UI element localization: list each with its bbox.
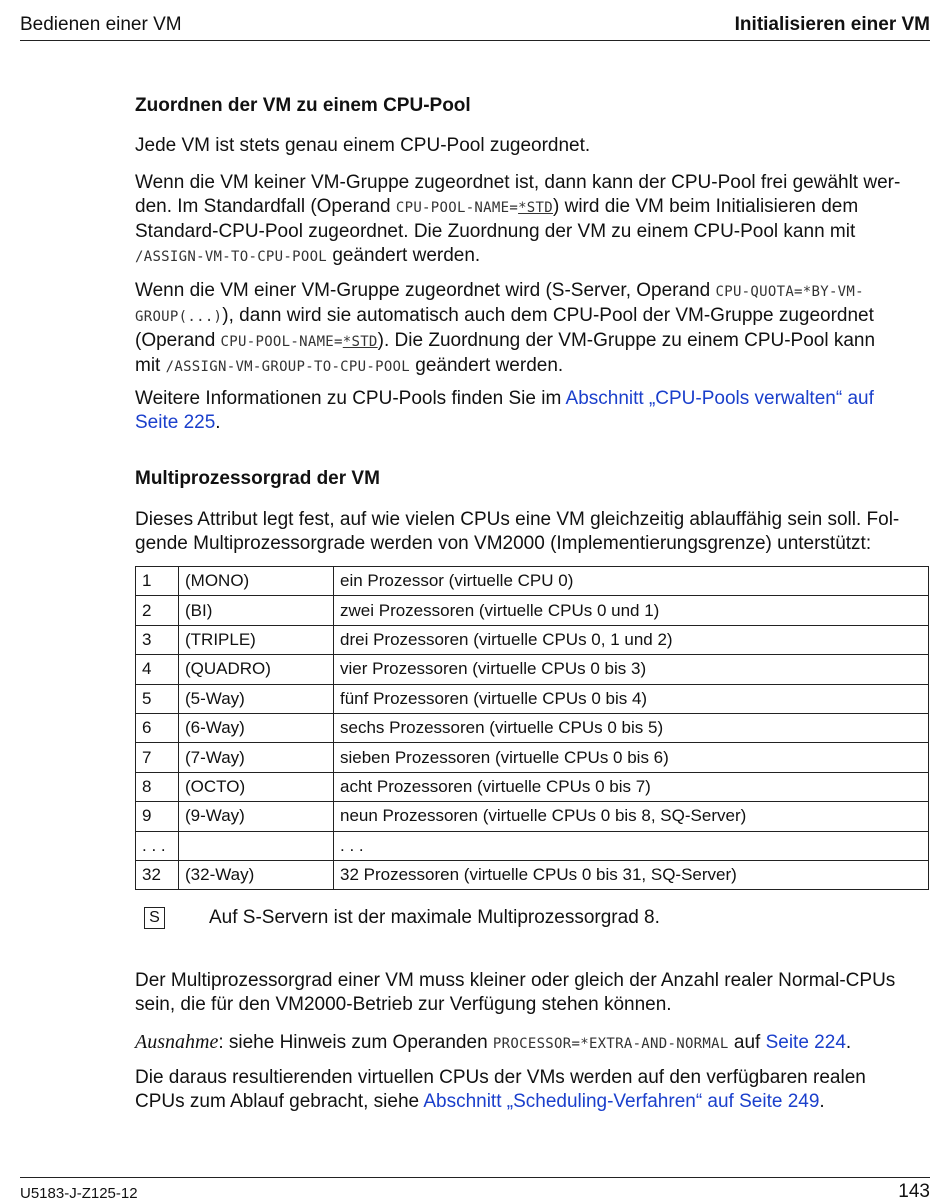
cell-name: (OCTO) [179,772,334,801]
text: . [215,412,221,433]
paragraph-5 [135,508,930,556]
code-operand: PROCESSOR=*EXTRA-AND-NORMAL [492,1036,729,1052]
code-operand: CPU-QUOTA=*BY-VM- [715,284,864,300]
text: gende Multiprozessorgrade werden von VM2000 (Implementierungsgrenze) unterstützt: [135,533,872,554]
paragraph-8 [135,1066,930,1114]
page-header [20,14,930,41]
paragraph-7 [135,1030,930,1056]
text [135,171,930,269]
table-row [136,713,929,742]
text: Wenn die VM einer VM-Gruppe zugeordnet wird (S-Server, Operand [135,280,716,301]
text [135,969,930,1017]
section-cpu-pool [135,94,930,118]
text [135,1066,930,1114]
table-row [136,625,929,654]
text: sein, die für den VM2000-Betrieb zur Verfügung stehen können. [135,994,672,1015]
link-page-225[interactable]: Seite 225 [135,412,216,433]
cell-degree: 5 [136,684,179,713]
code-operand: GROUP(...) [135,309,223,325]
table-row [136,596,929,625]
s-server-marker: S [144,907,165,929]
text [135,1030,930,1056]
cell-description: zwei Prozessoren (virtuelle CPUs 0 und 1) [334,596,929,625]
paragraph-1 [135,134,930,158]
page-footer [20,1177,930,1202]
cell-degree: 1 [136,567,179,596]
cell-description: sieben Prozessoren (virtuelle CPUs 0 bis 6) [334,743,929,772]
document-id: U5183-J-Z125-12 [20,1185,138,1202]
code-operand-default: *STD [342,334,378,350]
text [135,508,930,556]
cell-description: neun Prozessoren (virtuelle CPUs 0 bis 8, SQ-Server) [334,802,929,831]
paragraph-3 [135,279,930,379]
table-row [136,567,929,596]
text: Wenn die VM keiner VM-Gruppe zugeordnet ist, dann kann der CPU-Pool frei gewählt wer- [135,172,901,193]
table-row [136,860,929,889]
cell-description: 32 Prozessoren (virtuelle CPUs 0 bis 31, SQ-Server) [334,860,929,889]
link-cpu-pools-section[interactable]: Abschnitt „CPU-Pools verwalten“ auf [565,388,874,409]
cell-description: ein Prozessor (virtuelle CPU 0) [334,567,929,596]
text: auf [728,1032,766,1053]
cell-name: (6-Way) [179,713,334,742]
cell-name [179,831,334,860]
text: Weitere Informationen zu CPU-Pools finden Sie im [135,388,566,409]
multiprocessor-table [135,566,929,890]
cell-degree: 9 [136,802,179,831]
paragraph-2 [135,171,930,269]
s-server-note: Auf S-Servern ist der maximale Multiprozessorgrad 8. [209,907,660,928]
cell-name: (QUADRO) [179,655,334,684]
text: . [819,1091,825,1112]
cell-name: (BI) [179,596,334,625]
cell-degree: 2 [136,596,179,625]
paragraph-4 [135,387,930,435]
header-section: Initialisieren einer VM [734,14,930,35]
cell-degree: 6 [136,713,179,742]
page-number: 143 [898,1181,930,1202]
cell-name: (MONO) [179,567,334,596]
cell-name: (TRIPLE) [179,625,334,654]
table-row [136,802,929,831]
cell-degree: 4 [136,655,179,684]
cell-description: . . . [334,831,929,860]
cell-degree: 7 [136,743,179,772]
header-chapter: Bedienen einer VM [20,14,182,35]
text: : siehe Hinweis zum Operanden [218,1032,493,1053]
text: Standard-CPU-Pool zugeordnet. Die Zuordnung der VM zu einem CPU-Pool kann mit [135,221,856,242]
text [135,387,930,435]
cell-description: acht Prozessoren (virtuelle CPUs 0 bis 7) [334,772,929,801]
text: mit [135,355,166,376]
cell-name: (32-Way) [179,860,334,889]
text: ) wird die VM beim Initialisieren dem [553,196,859,217]
link-scheduling-section[interactable]: Abschnitt „Scheduling-Verfahren“ auf Seite 249 [423,1091,820,1112]
text: (Operand [135,330,221,351]
text: geändert werden. [327,245,481,266]
text: den. Im Standardfall (Operand [135,196,396,217]
cell-name: (5-Way) [179,684,334,713]
code-operand-default: *STD [518,200,553,216]
text [135,279,930,379]
text: . [845,1032,852,1053]
heading-cpu-pool: Zuordnen der VM zu einem CPU-Pool [135,95,471,116]
cell-description: fünf Prozessoren (virtuelle CPUs 0 bis 4) [334,684,929,713]
cell-degree: 32 [136,860,179,889]
code-command: /ASSIGN-VM-TO-CPU-POOL [135,249,328,265]
text: CPUs zum Ablauf gebracht, siehe [135,1091,424,1112]
exception-label: Ausnahme [135,1031,219,1053]
table-row [136,684,929,713]
table-row [136,743,929,772]
text: Der Multiprozessorgrad einer VM muss kleiner oder gleich der Anzahl realer Normal-CPUs [135,970,896,991]
table-row [136,831,929,860]
code-command: /ASSIGN-VM-GROUP-TO-CPU-POOL [165,359,411,375]
section-multiprocessor [135,467,930,491]
text: ). Die Zuordnung der VM-Gruppe zu einem CPU-Pool kann [377,330,876,351]
text: Jede VM ist stets genau einem CPU-Pool zugeordnet. [135,135,591,156]
paragraph-6 [135,969,930,1017]
heading-multiprocessor: Multiprozessorgrad der VM [135,468,380,489]
cell-degree: 8 [136,772,179,801]
cell-name: (7-Way) [179,743,334,772]
cell-description: vier Prozessoren (virtuelle CPUs 0 bis 3) [334,655,929,684]
text: geändert werden. [410,355,564,376]
table-row [136,655,929,684]
text: Dieses Attribut legt fest, auf wie vielen CPUs eine VM gleichzeitig ablauffähig sein soll. Fol- [135,509,900,530]
cell-description: drei Prozessoren (virtuelle CPUs 0, 1 und 2) [334,625,929,654]
code-operand: CPU-POOL-NAME= [395,200,519,216]
table-row [136,772,929,801]
cell-name: (9-Way) [179,802,334,831]
cell-degree: . . . [136,831,179,860]
text: Die daraus resultierenden virtuellen CPUs der VMs werden auf den verfügbaren realen [135,1067,866,1088]
code-operand: CPU-POOL-NAME= [220,334,343,350]
text: ), dann wird sie automatisch auch dem CPU-Pool der VM-Gruppe zugeordnet [222,305,874,326]
link-page-224[interactable]: Seite 224 [765,1032,846,1053]
cell-degree: 3 [136,625,179,654]
cell-description: sechs Prozessoren (virtuelle CPUs 0 bis 5) [334,713,929,742]
